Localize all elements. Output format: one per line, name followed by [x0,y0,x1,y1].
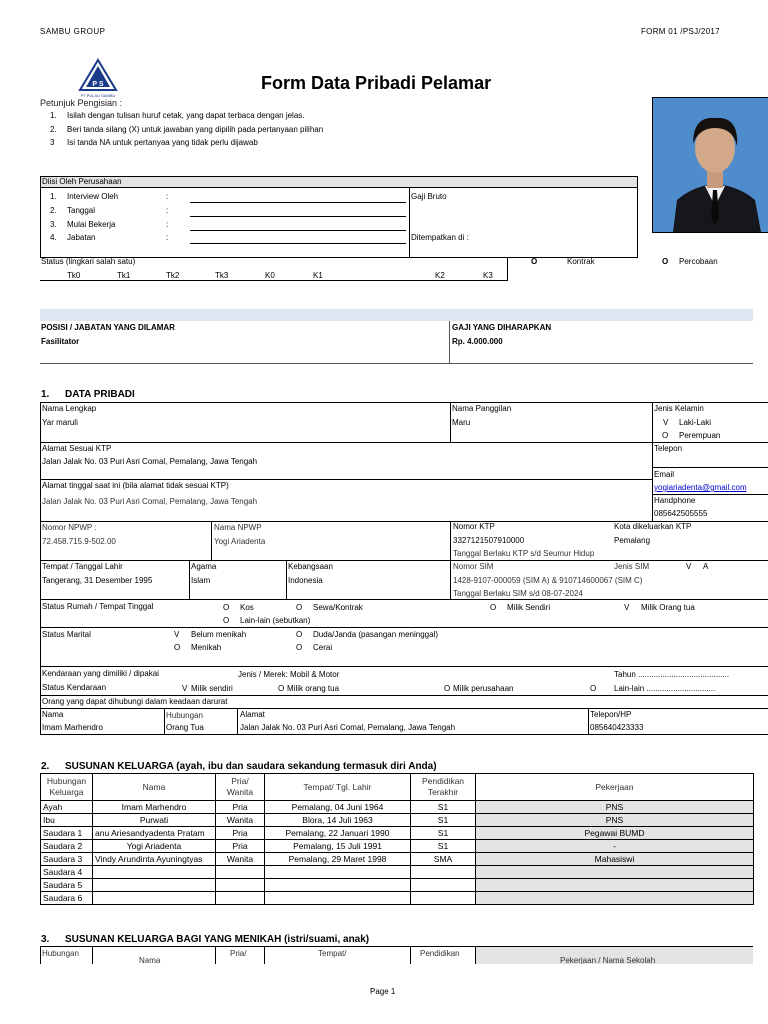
handphone-value[interactable]: 085642505555 [654,509,708,518]
vehicle-company-mark[interactable]: O [444,684,451,693]
ktp-address-value[interactable]: Jalan Jalak No. 03 Puri Asri Comal, Pemalang, Jawa Tengah [42,457,258,466]
gender-cell[interactable] [216,866,265,879]
relation-cell: Ibu [41,814,93,827]
marital-married-label: Menikah [191,643,222,652]
table-row [41,866,754,879]
job-cell[interactable]: PNS [476,801,754,814]
table-row [41,801,754,814]
colon: : [166,220,169,229]
vehicle-year[interactable]: Tahun ......................................... [614,670,730,679]
handphone-label: Handphone [654,496,696,505]
table-row [41,892,754,905]
npwp-value[interactable]: 72.458.715.9-502.00 [42,537,116,546]
emergency-name-value[interactable]: Imam Marhendro [42,723,103,732]
npwp-name-value[interactable]: Yogi Ariadenta [214,537,266,546]
position-applied-value: Fasilitator [41,337,80,346]
education-cell[interactable]: S1 [411,840,476,853]
married-header-name: Nama [139,956,161,964]
vehicle-own-label: Milik sendiri [191,684,233,693]
relation-cell: Ayah [41,801,93,814]
marital-label: Status Marital [42,630,91,639]
birth-cell[interactable]: Pemalang, 22 Januari 1990 [265,827,411,840]
ktp-no-value[interactable]: 3327121507910000 [453,536,525,545]
emergency-address-label: Alamat [240,710,265,719]
table-row [41,827,754,840]
placed-in-label: Ditempatkan di : [411,233,469,242]
sim-type-mark[interactable]: V [686,562,692,571]
status-option-tk3[interactable]: Tk3 [215,271,229,280]
job-cell[interactable]: PNS [476,814,754,827]
house-kos-mark[interactable]: O [223,603,230,612]
nationality-label: Kebangsaan [288,562,333,571]
emergency-label: Orang yang dapat dihubungi dalam keadaan darurat [42,697,228,706]
instructions-heading: Petunjuk Pengisian : [40,98,123,108]
married-header-education: Pendidikan [420,949,460,958]
ktp-validity: Tanggal Berlaku KTP s/d Seumur Hidup [453,549,595,558]
relation-cell: Saudara 2 [41,840,93,853]
start-work-label: Mulai Bekerja [67,220,116,229]
vehicle-brand[interactable]: Jenis / Merek: Mobil & Motor [238,670,340,679]
house-parents-label: Milik Orang tua [641,603,695,612]
expected-salary-value: Rp. 4.000.000 [452,337,503,346]
marital-divorced-label: Cerai [313,643,333,652]
expected-salary-label: GAJI YANG DIHARAPKAN [452,323,552,332]
gender-female-mark[interactable]: O [662,431,669,440]
birth-label: Tempat / Tanggal Lahir [42,562,123,571]
table-row [41,814,754,827]
start-work-input[interactable] [190,230,406,231]
house-rent-mark[interactable]: O [296,603,303,612]
education-cell[interactable] [411,866,476,879]
marital-divorced-mark[interactable]: O [296,643,303,652]
date-label: Tanggal [67,206,96,215]
birth-cell[interactable] [265,866,411,879]
birth-cell[interactable]: Pemalang, 04 Juni 1964 [265,801,411,814]
marital-single-label: Belum menikah [191,630,247,639]
married-header-gender: Pria/ [230,949,247,958]
probation-bullet[interactable]: O [662,257,669,266]
gender-cell[interactable]: Pria [216,801,265,814]
job-cell[interactable]: Pegawai BUMD [476,827,754,840]
education-cell[interactable] [411,892,476,905]
email-link[interactable]: yogiariadenta@gmail.com [654,483,747,492]
gender-female-label: Perempuan [679,431,721,440]
contract-label: Kontrak [567,257,595,266]
married-header-job: Pekerjaan / Nama Sekolah [560,956,656,964]
birth-cell[interactable] [265,892,411,905]
house-own-mark[interactable]: O [490,603,497,612]
phone-label: Telepon [654,444,683,453]
job-cell[interactable] [476,892,754,905]
status-option-k0[interactable]: K0 [265,271,275,280]
header-name: Nama [93,774,216,801]
page-number: Page 1 [370,987,396,996]
nickname-label: Nama Panggilan [452,404,512,413]
full-name-label: Nama Lengkap [42,404,97,413]
emergency-name-label: Nama [42,710,64,719]
current-address-value[interactable]: Jalan Jalak No. 03 Puri Asri Comal, Pemalang, Jawa Tengah [42,497,258,506]
field-num: 1. [50,192,57,201]
vehicle-status-label: Status Kendaraan [42,683,107,692]
npwp-name-label: Nama NPWP [214,523,262,532]
name-cell[interactable] [93,892,216,905]
interview-input[interactable] [190,202,406,203]
birth-cell[interactable]: Pemalang, 29 Maret 1998 [265,853,411,866]
relation-cell: Saudara 1 [41,827,93,840]
house-parents-mark[interactable]: V [624,603,630,612]
instruction-text: Isilah dengan tulisan huruf cetak, yang dapat terbaca dengan jelas. [67,111,305,120]
svg-text:PT PULAU SAMBU: PT PULAU SAMBU [80,93,116,98]
house-kos-label: Kos [240,603,254,612]
relation-cell: Saudara 3 [41,853,93,866]
name-cell[interactable]: Yogi Ariadenta [93,840,216,853]
field-num: 3. [50,220,57,229]
probation-label: Percobaan [679,257,718,266]
date-input[interactable] [190,216,406,217]
position-input[interactable] [190,243,406,244]
married-header-relation: Hubungan [42,949,79,958]
sim-validity: Tanggal Berlaku SIM s/d 08-07-2024 [453,589,583,598]
name-cell[interactable]: anu Ariesandyadenta Pratam [93,827,216,840]
education-cell[interactable]: S1 [411,814,476,827]
ktp-no-label: Nomor KTP [453,522,495,531]
colon: : [166,233,169,242]
table-row [41,879,754,892]
table-row [41,840,754,853]
job-cell[interactable] [476,879,754,892]
vehicle-parents-label: Milik orang tua [287,684,340,693]
marital-married-mark[interactable]: O [174,643,181,652]
current-address-label: Alamat tinggal saat ini (bila alamat tidak sesuai KTP) [42,481,229,490]
education-cell[interactable] [411,879,476,892]
status-option-k1[interactable]: K1 [313,271,323,280]
gender-cell[interactable] [216,879,265,892]
house-status-label: Status Rumah / Tempat Tinggal [42,602,154,611]
family-table [40,773,754,905]
family-table-header [41,774,754,801]
instruction-num: 2. [50,125,57,134]
company-section-header [40,176,638,188]
house-own-label: Milik Sendiri [507,603,551,612]
house-other-mark[interactable]: O [223,616,230,625]
table-row [41,853,754,866]
form-title: Form Data Pribadi Pelamar [261,73,492,93]
applicant-photo [652,97,768,233]
gender-cell[interactable] [216,892,265,905]
gender-cell[interactable]: Pria [216,840,265,853]
status-option-tk1[interactable]: Tk1 [117,271,131,280]
email-label: Email [654,470,675,479]
relation-cell: Saudara 4 [41,866,93,879]
colon: : [166,192,169,201]
name-cell[interactable] [93,879,216,892]
vehicle-other-mark[interactable]: O [590,684,597,693]
marital-widowed-label: Duda/Janda (pasangan meninggal) [313,630,438,639]
sim-type-label: Jenis SIM [614,562,650,571]
name-cell[interactable] [93,866,216,879]
vehicle-own-mark[interactable]: V [182,684,188,693]
vehicle-parents-mark[interactable]: O [278,684,285,693]
emergency-phone-value[interactable]: 085640423333 [590,723,644,732]
header-job: Pekerjaan [476,774,754,801]
gender-cell[interactable]: Wanita [216,814,265,827]
birth-cell[interactable]: Pemalang, 15 Juli 1991 [265,840,411,853]
instruction-text: Beri tanda silang (X) untuk jawaban yang dipilih pada pertanyaan pilihan [67,125,324,134]
form-code: FORM 01 /PSJ/2017 [641,27,720,36]
npwp-label: Nomor NPWP : [42,523,97,532]
name-cell[interactable]: Vindy Arundinta Ayuningtyas [93,853,216,866]
emergency-relation-label: Hubungan [166,711,203,720]
birth-value[interactable]: Tangerang, 31 Desember 1995 [42,576,153,585]
married-table [40,946,753,964]
education-cell[interactable]: SMA [411,853,476,866]
status-option-k3[interactable]: K3 [483,271,493,280]
name-cell[interactable]: Imam Marhendro [93,801,216,814]
field-num: 4. [50,233,57,242]
married-header-birth: Tempat/ [318,949,347,958]
company-section-title: Diisi Oleh Perusahaan [42,177,122,186]
religion-label: Agama [191,562,217,571]
education-cell[interactable]: S1 [411,801,476,814]
vehicle-company-label: Milik perusahaan [453,684,514,693]
position-applied-label: POSISI / JABATAN YANG DILAMAR [41,323,175,332]
sim-type-value: A [703,562,709,571]
relation-cell: Saudara 6 [41,892,93,905]
position-label: Jabatan [67,233,96,242]
status-option-k2[interactable]: K2 [435,271,445,280]
married-family-heading: SUSUNAN KELUARGA BAGI YANG MENIKAH (istri/suami, anak) [65,934,370,945]
ktp-address-label: Alamat Sesuai KTP [42,444,112,453]
emergency-relation-value[interactable]: Orang Tua [166,723,204,732]
vehicle-other-label: Lain-lain ............................... [614,684,716,693]
gender-label: Jenis Kelamin [654,404,704,413]
header-gender: Pria/ Wanita [216,774,265,801]
relation-cell: Saudara 5 [41,879,93,892]
job-cell[interactable]: Mahasiswi [476,853,754,866]
vehicle-label: Kendaraan yang dimiliki / dipakai [42,669,159,678]
nationality-value[interactable]: Indonesia [288,576,323,585]
gross-salary-label: Gaji Bruto [411,192,447,201]
emergency-phone-label: Telepon/HP [590,710,632,719]
header-relation: Hubungan Keluarga [41,774,93,801]
gender-male-label: Laki-Laki [679,418,712,427]
svg-text:P S: P S [92,81,104,88]
instruction-num: 1. [50,111,57,120]
header-birth: Tempat/ Tgl. Lahir [265,774,411,801]
company-logo [78,58,118,100]
status-option-tk0[interactable]: Tk0 [67,271,81,280]
personal-data-heading: DATA PRIBADI [65,389,135,400]
house-rent-label: Sewa/Kontrak [313,603,363,612]
birth-cell[interactable]: Blora, 14 Juli 1963 [265,814,411,827]
religion-value[interactable]: Islam [191,576,211,585]
company-name: SAMBU GROUP [40,27,106,36]
divider-band [40,309,753,321]
field-num: 2. [50,206,57,215]
sim-no-label: Nomor SIM [453,562,494,571]
instruction-text: Isi tanda NA untuk pertanyaa yang tidak perlu dijawab [67,138,258,147]
marital-widowed-mark[interactable]: O [296,630,303,639]
nickname-value[interactable]: Maru [452,418,471,427]
ktp-city-value[interactable]: Pemalang [614,536,651,545]
job-cell[interactable] [476,866,754,879]
marital-single-mark[interactable]: V [174,630,180,639]
contract-bullet[interactable]: O [531,257,538,266]
section-num: 3. [41,934,50,945]
education-cell[interactable]: S1 [411,827,476,840]
status-label: Status (lingkari salah satu) [41,257,136,266]
birth-cell[interactable] [265,879,411,892]
colon: : [166,206,169,215]
header-education: Pendidikan Terakhir [411,774,476,801]
job-cell[interactable]: - [476,840,754,853]
sim-no-value[interactable]: 1428-9107-000059 (SIM A) & 910714600067 (SIM C) [453,576,643,585]
name-cell[interactable]: Purwati [93,814,216,827]
gender-cell[interactable]: Wanita [216,853,265,866]
full-name-value[interactable]: Yar maruli [42,418,78,427]
house-other-label: Lain-lain (sebutkan) [240,616,311,625]
section-num: 1. [41,389,50,400]
ktp-city-label: Kota dikeluarkan KTP [614,522,692,531]
status-option-tk2[interactable]: Tk2 [166,271,180,280]
emergency-address-value[interactable]: Jalan Jalak No. 03 Puri Asri Comal, Pemalang, Jawa Tengah [240,723,456,732]
section-num: 2. [41,761,50,772]
family-heading: SUSUNAN KELUARGA (ayah, ibu dan saudara sekandung termasuk diri Anda) [65,761,437,772]
gender-male-mark[interactable]: V [663,418,669,427]
instruction-num: 3 [50,138,55,147]
interview-label: Interview Oleh [67,192,119,201]
gender-cell[interactable]: Pria [216,827,265,840]
